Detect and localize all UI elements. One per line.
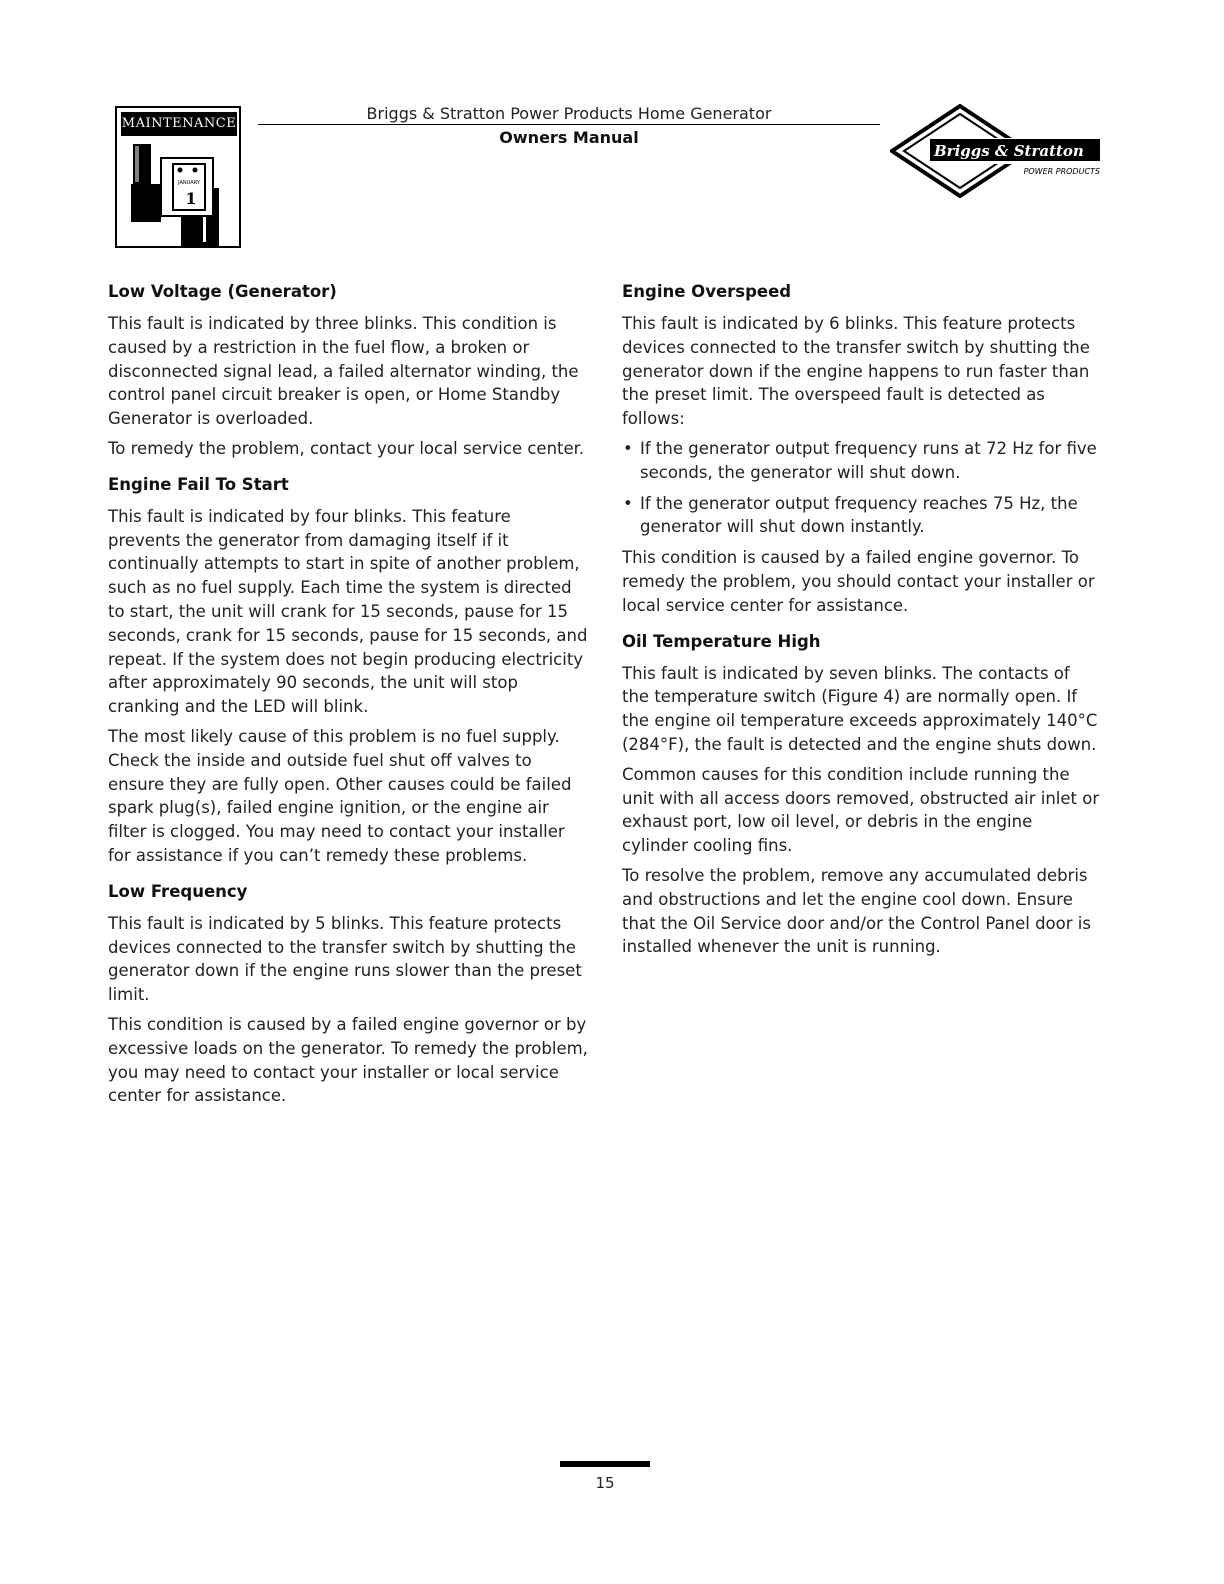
list-item [622, 437, 1102, 485]
page-number-bar [560, 1461, 650, 1467]
paragraph: This fault is indicated by four blinks. This feature prevents the generator from damaging itself if it continually attempts to start in spite of another problem, such as no fuel supply. Each time the system is directed to start, the unit will crank for 15 seconds, pause for 15 seconds, crank for 15 seconds, pause for 15 seconds, and repeat. If the system does not begin producing electricity after approximately 90 seconds, the unit will stop cranking and the LED will blink. [108, 506, 588, 717]
logo-main-text: Briggs & Stratton [934, 142, 1084, 160]
header-title: Briggs & Stratton Power Products Home Generator [366, 104, 772, 123]
calendar-month: JANUARY [178, 180, 200, 186]
right-column [622, 280, 1102, 971]
briggs-stratton-logo [890, 104, 1106, 198]
section-heading: Low Frequency [108, 881, 248, 901]
paragraph: The most likely cause of this problem is no fuel supply. Check the inside and outside fuel shut off valves to ensure they are fully open. Other causes could be failed spark plug(s), failed engine ignition, or the engine air filter is clogged. You may need to contact your installer for assistance if you can’t remedy these problems. [108, 726, 572, 865]
header-subtitle: Owners Manual [499, 128, 639, 147]
bullet-icon: • [623, 438, 633, 458]
section-engine-overspeed [622, 280, 1102, 618]
section-heading: Engine Fail To Start [108, 474, 289, 494]
paragraph: This fault is indicated by 6 blinks. This feature protects devices connected to the transfer switch by shutting the generator down if the engine happens to run faster than the preset limit. The overspeed fault is detected as follows: [622, 314, 1090, 429]
maintenance-label: MAINTENANCE [121, 112, 237, 136]
paragraph: This condition is caused by a failed engine governor or by excessive loads on the generator. To remedy the problem, you may need to contact your installer or local service center for assistance. [108, 1014, 588, 1106]
bullet-list [622, 437, 1102, 539]
calendar-day: 1 [185, 189, 197, 208]
bullet-icon: • [623, 493, 633, 513]
paragraph: This fault is indicated by 5 blinks. This feature protects devices connected to the transfer switch by shutting the generator down if the engine runs slower than the preset limit. [108, 913, 582, 1005]
section-low-frequency [108, 880, 588, 1108]
list-item-text: If the generator output frequency reaches 75 Hz, the generator will shut down instantly. [640, 493, 1078, 537]
paragraph: To remedy the problem, contact your local service center. [108, 438, 585, 458]
logo-sub-text: POWER PRODUCTS [1023, 167, 1100, 176]
header-rule [258, 124, 880, 125]
paragraph: This condition is caused by a failed engine governor. To remedy the problem, you should contact your installer or local service center for assistance. [622, 548, 1095, 615]
list-item [622, 492, 1102, 540]
section-heading: Low Voltage (Generator) [108, 282, 337, 301]
paragraph: This fault is indicated by seven blinks. The contacts of the temperature switch (Figure 4) are normally open. If the engine oil temperature exceeds approximately 140°C (284°F), the fault is detected and the engine shuts down. [622, 663, 1098, 754]
section-heading: Engine Overspeed [622, 282, 792, 301]
page-number: 15 [595, 1474, 615, 1492]
left-column [108, 280, 588, 1120]
paragraph: Common causes for this condition include running the unit with all access doors removed, obstructed air inlet or exhaust port, low oil level, or debris in the engine cylinder cooling fins. [622, 764, 1100, 856]
section-engine-fail-to-start [108, 473, 588, 868]
section-low-voltage [108, 280, 588, 461]
paragraph: This fault is indicated by three blinks. This condition is caused by a restriction in the fuel flow, a broken or disconnected signal lead, a failed alternator winding, the control panel circuit breaker is open, or Home Standby Generator is overloaded. [108, 314, 579, 429]
maintenance-icon [115, 106, 241, 248]
section-heading: Oil Temperature High [622, 631, 821, 651]
section-oil-temperature-high [622, 630, 1102, 960]
paragraph: To resolve the problem, remove any accumulated debris and obstructions and let the engine cool down. Ensure that the Oil Service door and/or the Control Panel door is installed whenever the unit is running. [622, 865, 1091, 957]
maintenance-calendar-icon [117, 138, 239, 248]
list-item-text: If the generator output frequency runs at 72 Hz for five seconds, the generator will shut down. [640, 438, 1097, 482]
